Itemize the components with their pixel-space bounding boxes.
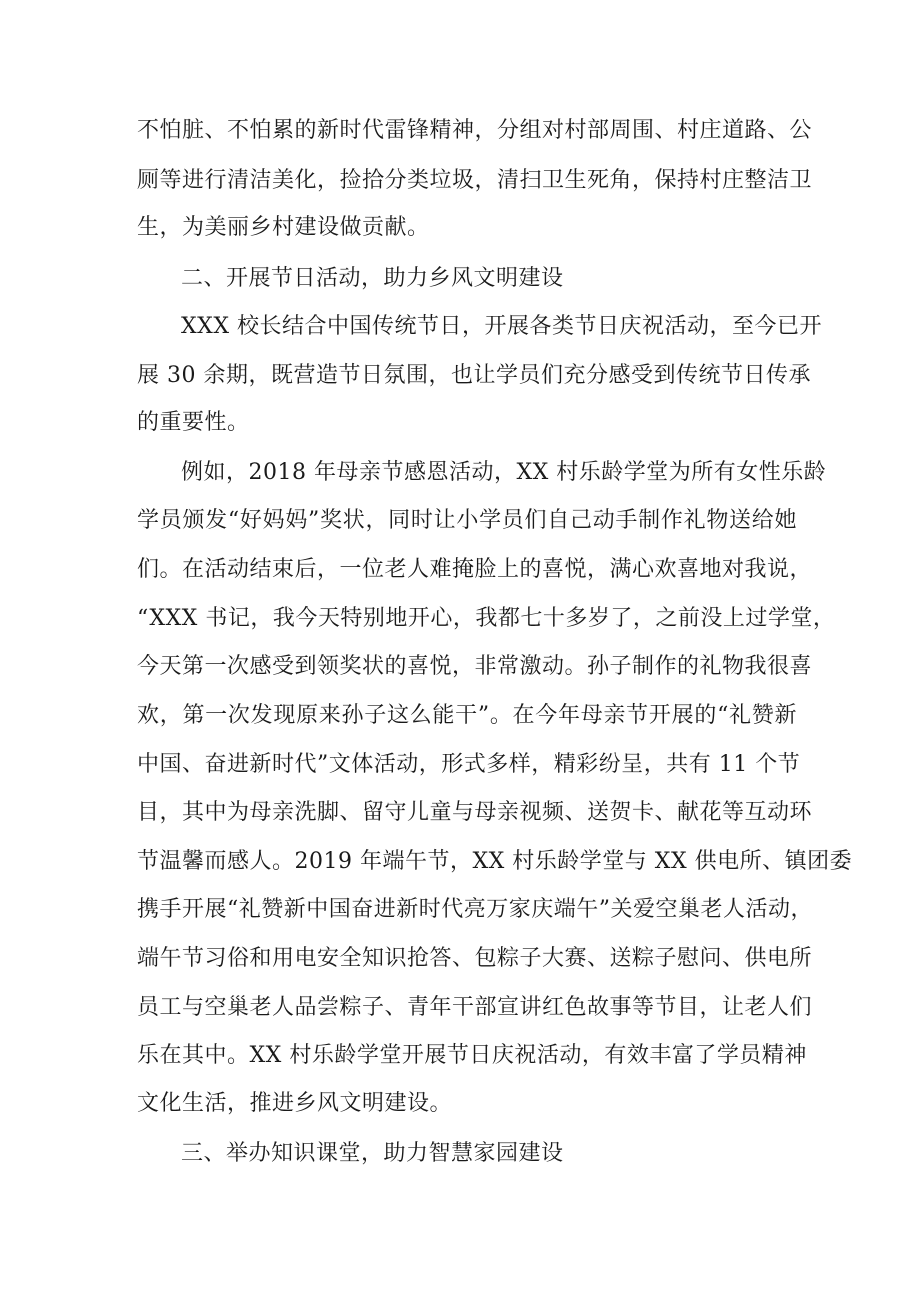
section-heading-2: 二、开展节日活动，助力乡风文明建设 xyxy=(181,266,564,291)
paragraph-3-line-10: 携手开展“礼赞新中国奋进新时代亮万家庆端午”关爱空巢老人活动， xyxy=(137,897,813,922)
paragraph-3-line-3: 们。在活动结束后，一位老人难掩脸上的喜悦，满心欢喜地对我说， xyxy=(137,557,813,582)
paragraph-3-line-1: 例如，2018 年母亲节感恩活动，XX 村乐龄学堂为所有女性乐龄 xyxy=(181,460,827,485)
paragraph-1-line-3: 生，为美丽乡村建设做贡献。 xyxy=(137,215,430,240)
paragraph-3-line-12: 员工与空巢老人品尝粽子、青年干部宣讲红色故事等节目，让老人们 xyxy=(137,995,813,1020)
paragraph-3-line-2: 学员颁发“好妈妈”奖状，同时让小学员们自己动手制作礼物送给她 xyxy=(137,508,797,533)
section-heading-3: 三、举办知识课堂，助力智慧家园建设 xyxy=(181,1141,564,1166)
paragraph-3-line-11: 端午节习俗和用电安全知识抢答、包粽子大赛、送粽子慰问、供电所 xyxy=(137,946,813,971)
paragraph-3-line-7: 中国、奋进新时代”文体活动，形式多样，精彩纷呈，共有 11 个节 xyxy=(137,752,801,777)
paragraph-3-line-4: “XXX 书记，我今天特别地开心，我都七十多岁了，之前没上过学堂， xyxy=(137,606,836,631)
paragraph-2-line-3: 的重要性。 xyxy=(137,410,250,435)
paragraph-3-line-14: 文化生活，推进乡风文明建设。 xyxy=(137,1091,453,1116)
paragraph-3-line-8: 目，其中为母亲洗脚、留守儿童与母亲视频、送贺卡、献花等互动环 xyxy=(137,800,813,825)
paragraph-2-line-1: XXX 校长结合中国传统节日，开展各类节日庆祝活动，至今已开 xyxy=(181,314,822,339)
paragraph-2-line-2: 展 30 余期，既营造节日氛围，也让学员们充分感受到传统节日传承 xyxy=(137,363,811,388)
paragraph-1-line-2: 厕等进行清洁美化，捡拾分类垃圾，清扫卫生死角，保持村庄整洁卫 xyxy=(137,168,813,193)
paragraph-3-line-9: 节温馨而感人。2019 年端午节，XX 村乐龄学堂与 XX 供电所、镇团委 xyxy=(137,849,853,874)
paragraph-3-line-6: 欢，第一次发现原来孙子这么能干”。在今年母亲节开展的“礼赞新 xyxy=(137,703,797,728)
paragraph-1-line-1: 不怕脏、不怕累的新时代雷锋精神，分组对村部周围、村庄道路、公 xyxy=(137,118,813,143)
paragraph-3-line-13: 乐在其中。XX 村乐龄学堂开展节日庆祝活动，有效丰富了学员精神 xyxy=(137,1043,807,1068)
paragraph-3-line-5: 今天第一次感受到领奖状的喜悦，非常激动。孙子制作的礼物我很喜 xyxy=(137,654,813,679)
